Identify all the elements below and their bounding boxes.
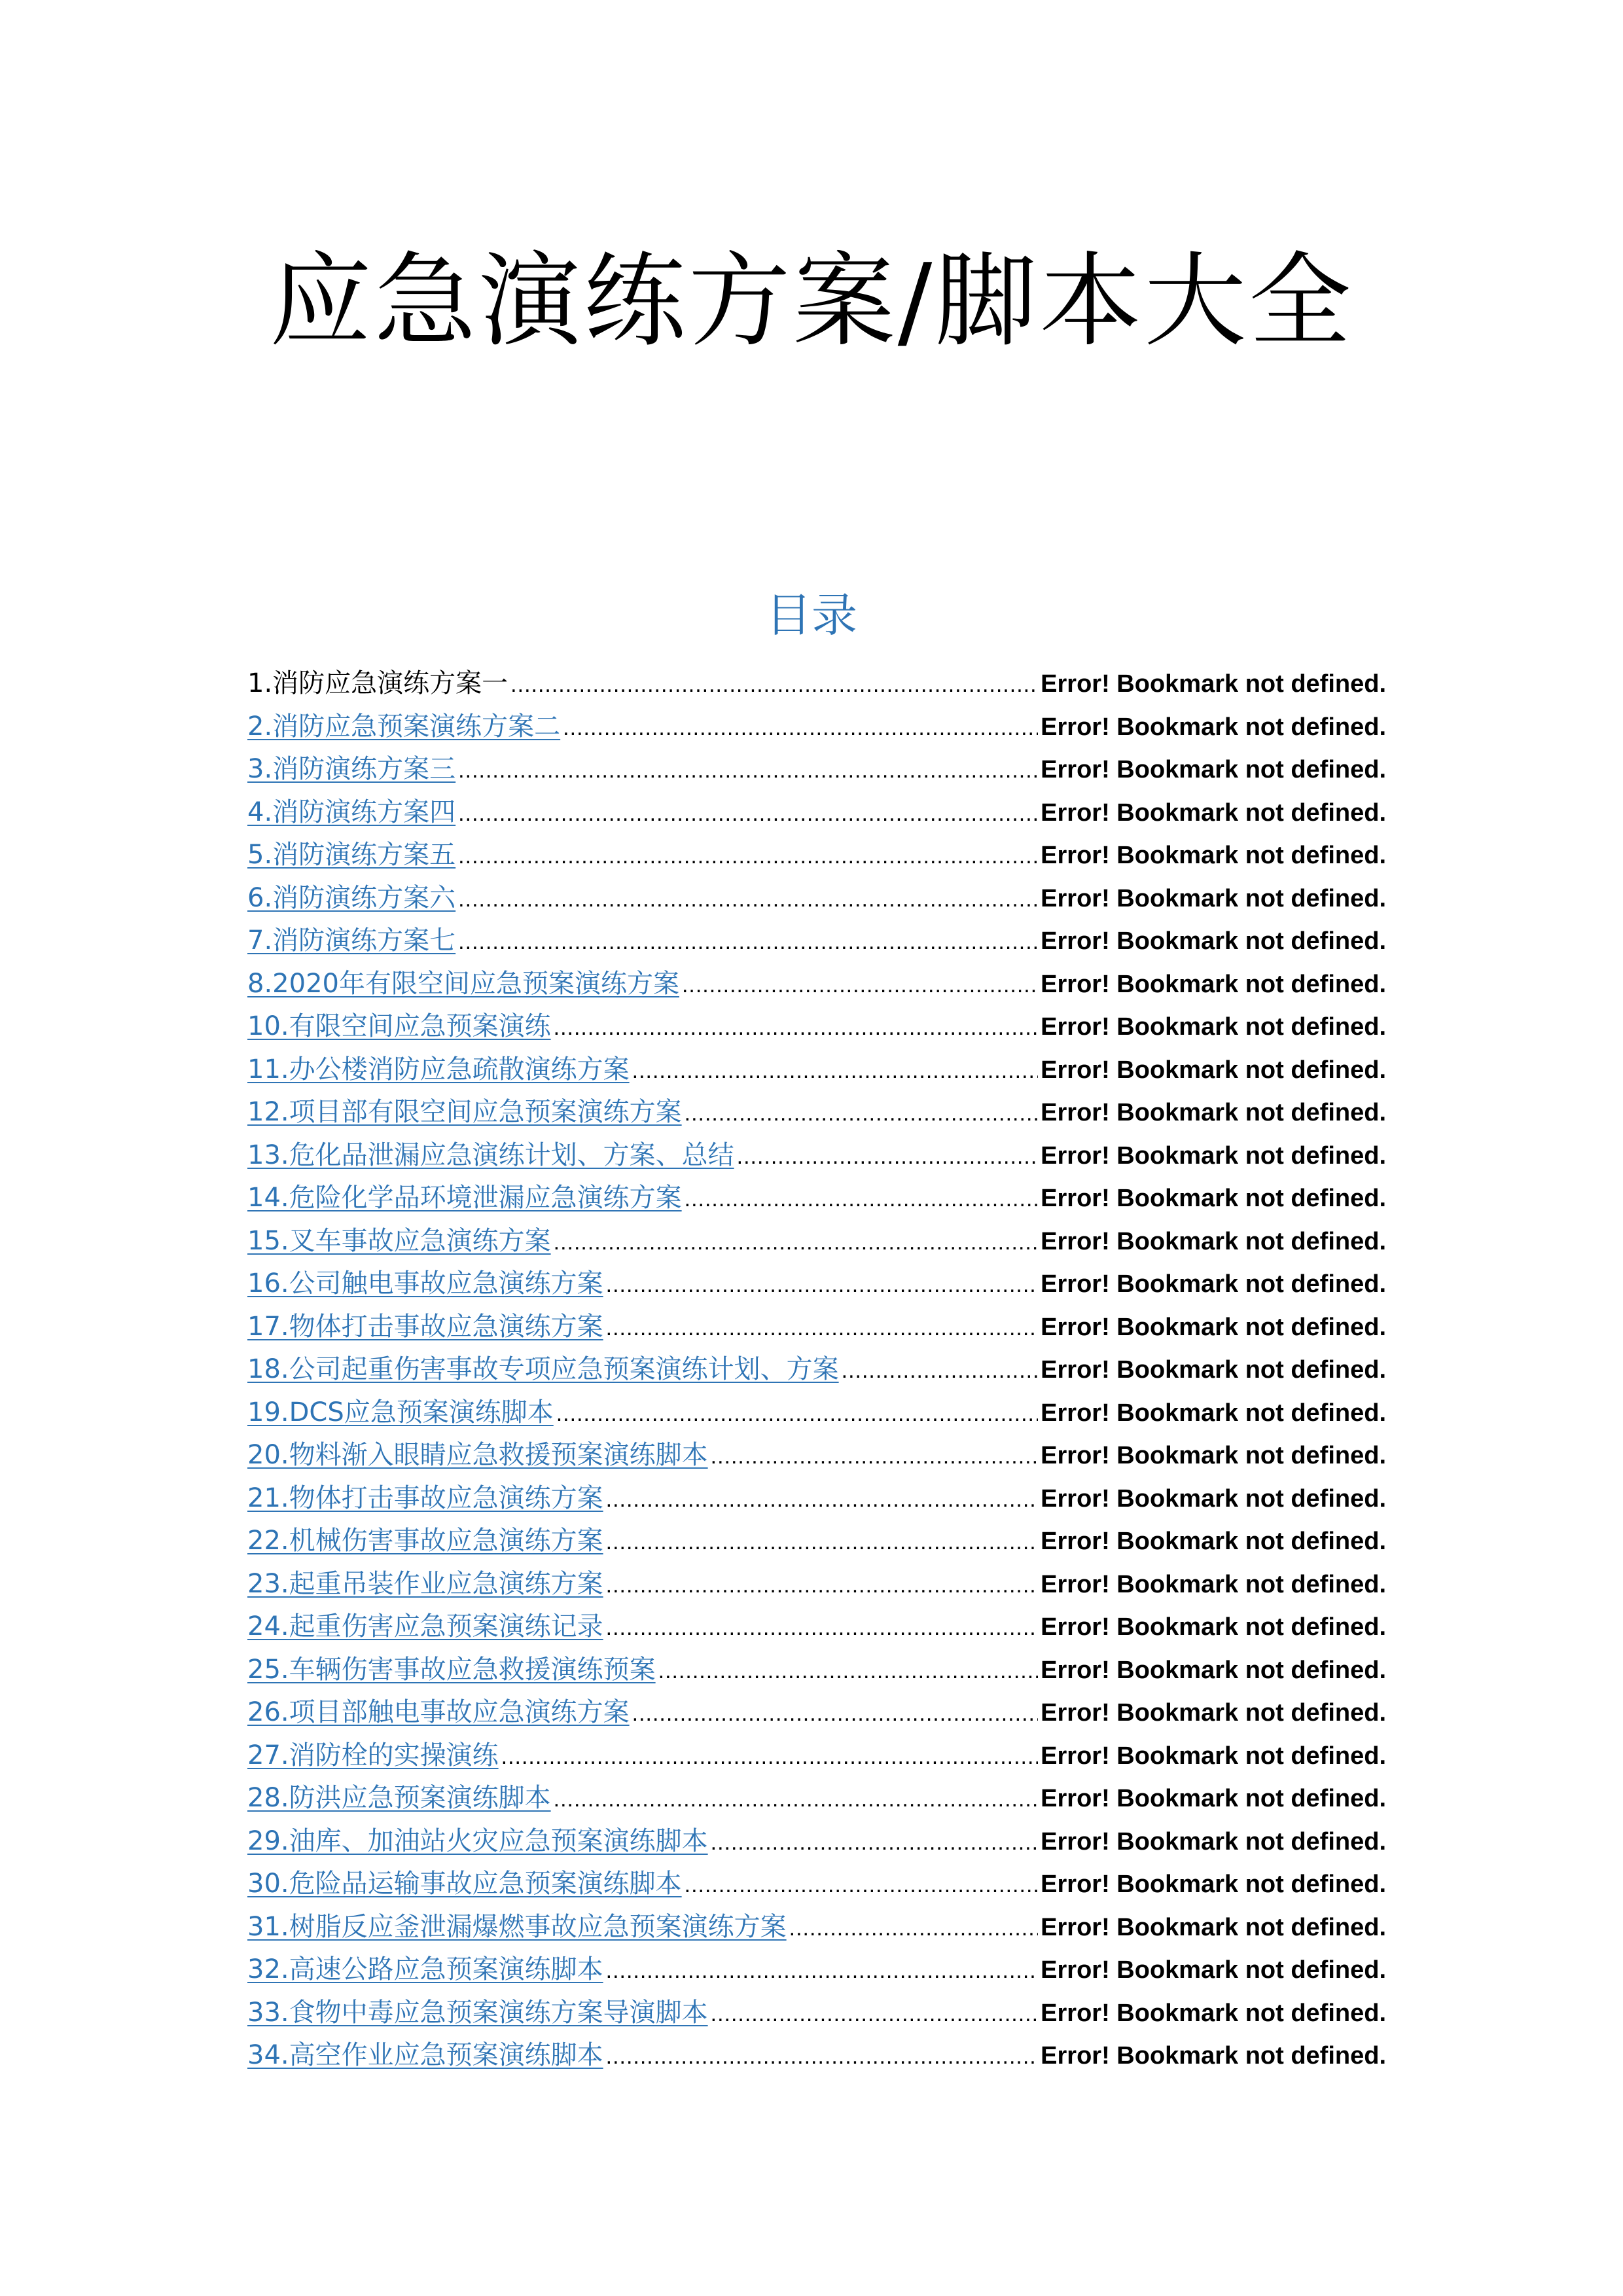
toc-page-reference: Error! Bookmark not defined.: [1041, 1270, 1386, 1298]
toc-dot-leader: [789, 1907, 1039, 1950]
toc-dot-leader: [711, 1993, 1039, 2036]
toc-entry-link[interactable]: 28.防洪应急预案演练脚本: [247, 1783, 551, 1813]
toc-entry-link[interactable]: 29.油库、加油站火灾应急预案演练脚本: [247, 1825, 708, 1856]
toc-entry[interactable]: [247, 1734, 1386, 1778]
toc-page-reference: Error! Bookmark not defined.: [1041, 2042, 1386, 2070]
toc-page-reference: Error! Bookmark not defined.: [1041, 1227, 1386, 1255]
toc-page-reference: Error! Bookmark not defined.: [1041, 884, 1386, 912]
toc-page-reference: Error! Bookmark not defined.: [1041, 1056, 1386, 1084]
toc-dot-leader: [737, 1136, 1039, 1179]
toc-page-reference: Error! Bookmark not defined.: [1041, 970, 1386, 998]
toc-page-reference: Error! Bookmark not defined.: [1041, 1956, 1386, 1984]
toc-entry[interactable]: [247, 1992, 1386, 2035]
toc-entry-link[interactable]: 10.有限空间应急预案演练: [247, 1011, 551, 1041]
toc-entry-link[interactable]: 8.2020年有限空间应急预案演练方案: [247, 968, 679, 999]
toc-dot-leader: [658, 1650, 1039, 1693]
toc-entry[interactable]: [247, 1263, 1386, 1306]
document-title: 应急演练方案/脚本大全: [269, 242, 1354, 361]
toc-page-reference: Error! Bookmark not defined.: [1041, 756, 1386, 783]
toc-page-reference: Error! Bookmark not defined.: [1041, 798, 1386, 827]
toc-entry[interactable]: [247, 1177, 1386, 1220]
toc-entry[interactable]: [247, 1777, 1386, 1820]
toc-dot-leader: [606, 1607, 1039, 1650]
toc-page-reference: Error! Bookmark not defined.: [1041, 1871, 1386, 1898]
toc-dot-leader: [458, 878, 1038, 922]
toc-page-reference: Error! Bookmark not defined.: [1041, 927, 1386, 955]
toc-dot-leader: [606, 1950, 1039, 1993]
toc-entry[interactable]: [247, 2034, 1386, 2077]
toc-page-reference: Error! Bookmark not defined.: [1041, 1613, 1386, 1641]
toc-page-reference: Error! Bookmark not defined.: [1041, 1399, 1386, 1427]
toc-entry[interactable]: [247, 1348, 1386, 1391]
toc-page-reference: Error! Bookmark not defined.: [1041, 1742, 1386, 1770]
toc-dot-leader: [510, 664, 1038, 707]
toc-entry[interactable]: [247, 963, 1386, 1006]
toc-page-reference: Error! Bookmark not defined.: [1041, 1099, 1386, 1126]
toc-dot-leader: [458, 749, 1038, 793]
toc-entry-link[interactable]: 32.高速公路应急预案演练脚本: [247, 1954, 603, 1984]
toc-entry-link[interactable]: 19.DCS应急预案演练脚本: [247, 1397, 554, 1427]
toc-page-reference: Error! Bookmark not defined.: [1041, 1913, 1386, 1941]
toc-entry[interactable]: [247, 1906, 1386, 1949]
toc-entry-link[interactable]: 2.消防应急预案演练方案二: [247, 711, 561, 742]
toc-dot-leader: [711, 1435, 1039, 1479]
toc-entry-link[interactable]: 22.机械伤害事故应急演练方案: [247, 1526, 603, 1556]
toc-entry[interactable]: [247, 1863, 1386, 1906]
toc-entry[interactable]: [247, 1948, 1386, 1992]
toc-dot-leader: [682, 964, 1038, 1007]
toc-dot-leader: [711, 1821, 1039, 1865]
toc-entry[interactable]: [247, 920, 1386, 963]
toc-page-reference: Error! Bookmark not defined.: [1041, 1999, 1386, 2027]
toc-entry-link[interactable]: 30.危险品运输事故应急预案演练脚本: [247, 1869, 682, 1899]
toc-entry-link[interactable]: 11.办公楼消防应急疏散演练方案: [247, 1054, 630, 1085]
toc-page-reference: Error! Bookmark not defined.: [1041, 1442, 1386, 1469]
toc-entry-link[interactable]: 7.消防演练方案七: [247, 925, 456, 956]
toc-entry-link[interactable]: 24.起重伤害应急预案演练记录: [247, 1611, 603, 1641]
toc-entry-link[interactable]: 33.食物中毒应急预案演练方案导演脚本: [247, 1997, 708, 2028]
toc-entry[interactable]: [247, 1049, 1386, 1092]
toc-entry-link[interactable]: 13.危化品泄漏应急演练计划、方案、总结: [247, 1139, 734, 1170]
toc-page-reference: Error! Bookmark not defined.: [1041, 1528, 1386, 1555]
toc-dot-leader: [685, 1092, 1039, 1136]
toc-entry[interactable]: [247, 1477, 1386, 1520]
toc-entry[interactable]: [247, 791, 1386, 834]
toc-entry[interactable]: [247, 1306, 1386, 1349]
toc-entry[interactable]: [247, 1820, 1386, 1863]
toc-dot-leader: [458, 921, 1038, 964]
toc-dot-leader: [632, 1693, 1039, 1736]
toc-entry[interactable]: [247, 1563, 1386, 1606]
toc-entry-link[interactable]: 25.车辆伤害事故应急救援演练预案: [247, 1654, 656, 1685]
toc-dot-leader: [685, 1178, 1039, 1221]
toc-entry[interactable]: [247, 706, 1386, 749]
toc-page-reference: Error! Bookmark not defined.: [1041, 1785, 1386, 1812]
toc-entry[interactable]: [247, 877, 1386, 920]
toc-entry-link[interactable]: 21.物体打击事故应急演练方案: [247, 1482, 603, 1513]
toc-dot-leader: [685, 1864, 1039, 1907]
toc-entry[interactable]: [247, 834, 1386, 877]
toc-entry[interactable]: [247, 748, 1386, 791]
toc-dot-leader: [606, 1564, 1039, 1607]
toc-entry: [247, 662, 1386, 706]
toc-dot-leader: [554, 1778, 1039, 1821]
toc-entry[interactable]: [247, 1220, 1386, 1263]
toc-dot-leader: [554, 1221, 1039, 1265]
toc-page-reference: Error! Bookmark not defined.: [1041, 670, 1386, 698]
toc-page-reference: Error! Bookmark not defined.: [1041, 1484, 1386, 1513]
toc-heading: 目录: [766, 588, 857, 642]
toc-entry[interactable]: [247, 1434, 1386, 1477]
toc-entry-link[interactable]: 17.物体打击事故应急演练方案: [247, 1311, 603, 1342]
toc-entry[interactable]: [247, 1391, 1386, 1435]
toc-page-reference: Error! Bookmark not defined.: [1041, 1013, 1386, 1041]
toc-page-reference: Error! Bookmark not defined.: [1041, 1313, 1386, 1341]
toc-page-reference: Error! Bookmark not defined.: [1041, 842, 1386, 869]
toc-entry-link[interactable]: 5.消防演练方案五: [247, 840, 456, 870]
toc-entry-link[interactable]: 31.树脂反应釜泄漏爆燃事故应急预案演练方案: [247, 1911, 787, 1942]
toc-dot-leader: [556, 1393, 1038, 1436]
toc-dot-leader: [632, 1050, 1039, 1093]
toc-dot-leader: [606, 1307, 1039, 1350]
toc-dot-leader: [606, 1479, 1039, 1522]
toc-dot-leader: [842, 1350, 1039, 1393]
toc-entry-link[interactable]: 16.公司触电事故应急演练方案: [247, 1268, 603, 1299]
toc-dot-leader: [606, 2036, 1039, 2079]
toc-entry[interactable]: [247, 1691, 1386, 1734]
toc-entry[interactable]: [247, 1134, 1386, 1177]
toc-page-reference: Error! Bookmark not defined.: [1041, 1141, 1386, 1170]
table-of-contents: [247, 662, 1386, 2077]
toc-entry[interactable]: [247, 1520, 1386, 1563]
toc-page-reference: Error! Bookmark not defined.: [1041, 1185, 1386, 1212]
toc-entry[interactable]: [247, 1649, 1386, 1692]
toc-entry[interactable]: [247, 1005, 1386, 1049]
toc-entry[interactable]: [247, 1605, 1386, 1649]
toc-entry-label: 1.消防应急演练方案一: [247, 668, 508, 698]
toc-page-reference: Error! Bookmark not defined.: [1041, 1356, 1386, 1384]
toc-entry[interactable]: [247, 1091, 1386, 1134]
toc-dot-leader: [458, 793, 1038, 836]
toc-entry-link[interactable]: 34.高空作业应急预案演练脚本: [247, 2040, 603, 2070]
toc-dot-leader: [563, 707, 1038, 750]
toc-entry-link[interactable]: 4.消防演练方案四: [247, 797, 456, 827]
toc-entry-link[interactable]: 14.危险化学品环境泄漏应急演练方案: [247, 1183, 682, 1213]
toc-entry-link[interactable]: 18.公司起重伤害事故专项应急预案演练计划、方案: [247, 1354, 839, 1384]
toc-entry-link[interactable]: 26.项目部触电事故应急演练方案: [247, 1697, 630, 1727]
toc-dot-leader: [606, 1521, 1039, 1564]
toc-page-reference: Error! Bookmark not defined.: [1041, 713, 1386, 741]
toc-page-reference: Error! Bookmark not defined.: [1041, 1699, 1386, 1727]
toc-dot-leader: [501, 1736, 1039, 1779]
toc-entry-link[interactable]: 23.起重吊装作业应急演练方案: [247, 1568, 603, 1599]
toc-page-reference: Error! Bookmark not defined.: [1041, 1656, 1386, 1684]
toc-entry-link[interactable]: 27.消防栓的实操演练: [247, 1740, 499, 1770]
toc-page-reference: Error! Bookmark not defined.: [1041, 1827, 1386, 1856]
toc-entry-link[interactable]: 12.项目部有限空间应急预案演练方案: [247, 1097, 682, 1127]
toc-entry-link[interactable]: 20.物料渐入眼睛应急救援预案演练脚本: [247, 1440, 708, 1470]
toc-entry-link[interactable]: 15.叉车事故应急演练方案: [247, 1225, 551, 1256]
toc-entry-link[interactable]: 3.消防演练方案三: [247, 754, 456, 784]
toc-page-reference: Error! Bookmark not defined.: [1041, 1570, 1386, 1598]
toc-entry-link[interactable]: 6.消防演练方案六: [247, 882, 456, 913]
toc-dot-leader: [458, 835, 1038, 878]
toc-dot-leader: [554, 1007, 1039, 1050]
toc-dot-leader: [606, 1264, 1039, 1307]
